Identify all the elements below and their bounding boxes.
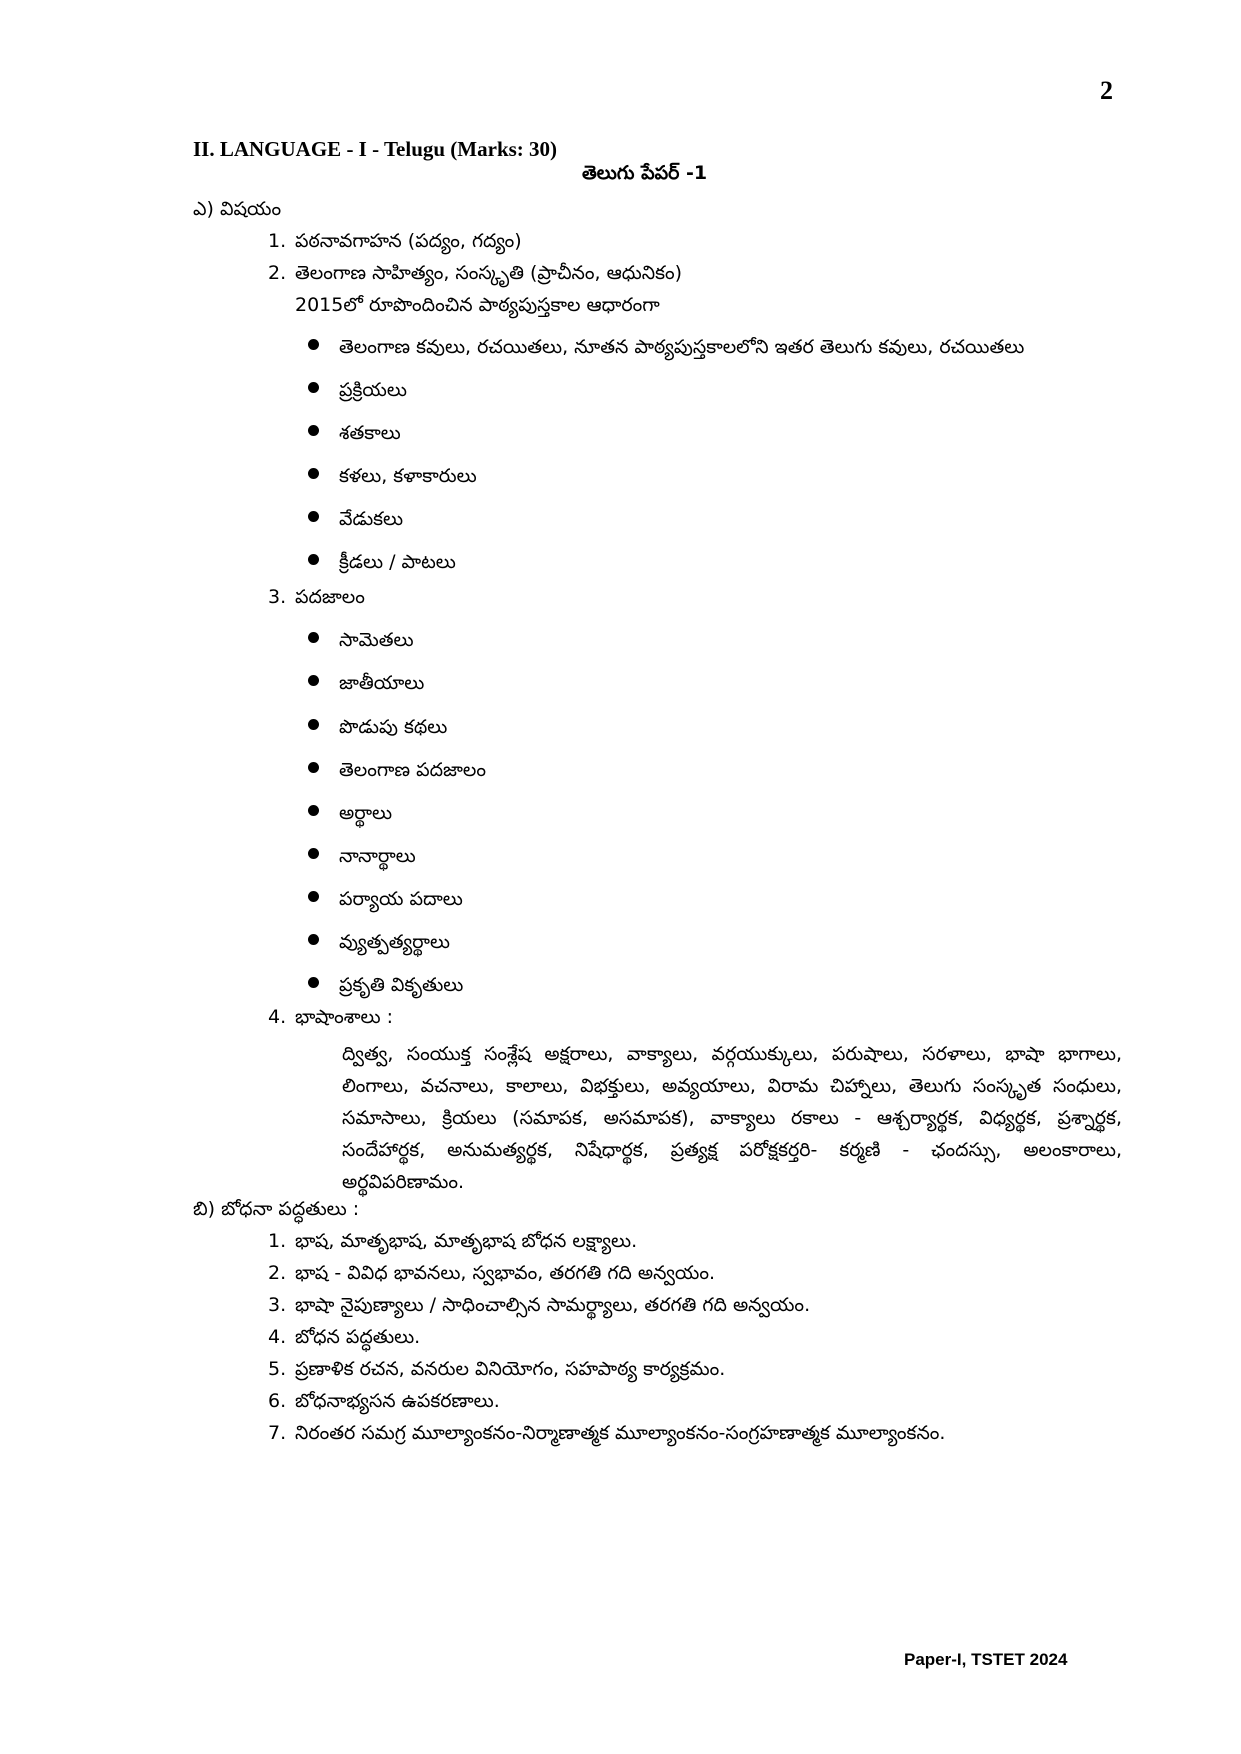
bullet-text: సామెతలు bbox=[339, 629, 414, 651]
bullet-text: ప్రకృతి వికృతులు bbox=[339, 974, 464, 996]
bullet-text: క్రీడలు / పాటలు bbox=[339, 551, 456, 573]
bullet-text: తెలంగాణ కవులు, రచయితలు, నూతన పాఠ్యపుస్తకాలలోని ఇతర తెలుగు కవులు, రచయితలు bbox=[339, 336, 1025, 358]
item-number: 4. bbox=[268, 1326, 287, 1348]
bullet-icon bbox=[308, 675, 319, 686]
part-a-item-1 bbox=[268, 230, 522, 257]
part-a-item-3 bbox=[268, 586, 365, 613]
item-text: నిరంతర సమగ్ర మూల్యాంకనం-నిర్మాణాత్మక మూల్యాంకనం-సంగ్రహణాత్మక మూల్యాంకనం. bbox=[295, 1422, 946, 1444]
bullet-icon bbox=[308, 934, 319, 945]
item-number: 5. bbox=[268, 1358, 287, 1380]
bullet-icon bbox=[308, 719, 319, 730]
item-text: బోధన పద్ధతులు. bbox=[295, 1326, 421, 1348]
item-number: 1. bbox=[268, 1230, 287, 1252]
item-text: తెలంగాణ సాహిత్యం, సంస్కృతి (ప్రాచీనం, ఆధునికం) bbox=[295, 262, 683, 284]
item-text: ప్రణాళిక రచన, వనరుల వినియోగం, సహపాఠ్య కార్యక్రమం. bbox=[295, 1358, 726, 1380]
bullet-text: వ్యుత్పత్యర్థాలు bbox=[339, 931, 450, 953]
item-number: 2. bbox=[268, 262, 287, 284]
bullet-text: జాతీయాలు bbox=[339, 672, 425, 694]
bullet-item bbox=[308, 672, 424, 699]
paper-subtitle: తెలుగు పేపర్ -1 bbox=[582, 162, 708, 184]
bullet-item bbox=[308, 974, 463, 1001]
bullet-icon bbox=[308, 382, 319, 393]
item-number: 7. bbox=[268, 1422, 287, 1444]
bullet-icon bbox=[308, 805, 319, 816]
bullet-icon bbox=[308, 848, 319, 859]
bullet-text: అర్థాలు bbox=[339, 802, 393, 824]
bullet-item bbox=[308, 802, 392, 829]
item-number: 1. bbox=[268, 230, 287, 252]
item-number: 3. bbox=[268, 586, 287, 608]
bullet-item bbox=[308, 422, 401, 449]
bullet-text: శతకాలు bbox=[339, 422, 401, 444]
bullet-item bbox=[308, 845, 416, 872]
page-footer: Paper-I, TSTET 2024 bbox=[904, 1650, 1068, 1669]
bullet-item bbox=[308, 465, 477, 492]
bullet-icon bbox=[308, 554, 319, 565]
bullet-icon bbox=[308, 977, 319, 988]
bullet-item bbox=[308, 336, 1024, 363]
bullet-text: తెలంగాణ పదజాలం bbox=[339, 759, 487, 781]
bullet-text: నానార్థాలు bbox=[339, 845, 416, 867]
bullet-icon bbox=[308, 762, 319, 773]
bullet-item bbox=[308, 888, 463, 915]
bullet-text: వేడుకలు bbox=[339, 508, 404, 530]
part-b-item bbox=[268, 1390, 500, 1417]
part-a-item-2 bbox=[268, 262, 682, 289]
bullet-icon bbox=[308, 468, 319, 479]
item-text: పదజాలం bbox=[295, 586, 365, 608]
bullet-item bbox=[308, 716, 447, 743]
bullet-item bbox=[308, 629, 414, 656]
bullet-text: కళలు, కళాకారులు bbox=[339, 465, 477, 487]
bullet-icon bbox=[308, 511, 319, 522]
part-b-item bbox=[268, 1230, 637, 1257]
part-b-item bbox=[268, 1358, 725, 1385]
item-text: భాషాంశాలు : bbox=[295, 1006, 394, 1028]
item-number: 6. bbox=[268, 1390, 287, 1412]
part-b-item bbox=[268, 1294, 810, 1321]
item-number: 2. bbox=[268, 1262, 287, 1284]
part-a-item-2-subline: 2015లో రూపొందించిన పాఠ్యపుస్తకాల ఆధారంగా bbox=[295, 294, 660, 316]
item-text: బోధనాభ్యసన ఉపకరణాలు. bbox=[295, 1390, 500, 1412]
bullet-item bbox=[308, 508, 403, 535]
item-number: 4. bbox=[268, 1006, 287, 1028]
item-number: 3. bbox=[268, 1294, 287, 1316]
bullet-item bbox=[308, 759, 486, 786]
bullet-item bbox=[308, 551, 456, 578]
item-text: పఠనావగాహన (పద్యం, గద్యం) bbox=[295, 230, 522, 252]
bullet-item bbox=[308, 931, 450, 958]
part-b-item bbox=[268, 1326, 420, 1353]
bullet-icon bbox=[308, 425, 319, 436]
section-heading: II. LANGUAGE - I - Telugu (Marks: 30) bbox=[193, 137, 558, 161]
bullet-icon bbox=[308, 891, 319, 902]
item-text: భాషా నైపుణ్యాలు / సాధించాల్సిన సామర్థ్యాలు, తరగతి గది అన్వయం. bbox=[295, 1294, 811, 1316]
bullet-icon bbox=[308, 339, 319, 350]
bullet-icon bbox=[308, 632, 319, 643]
page-number: 2 bbox=[1100, 76, 1113, 105]
bullet-text: పొడుపు కథలు bbox=[339, 716, 448, 738]
part-a-heading: ఎ) విషయం bbox=[193, 198, 282, 220]
part-b-item bbox=[268, 1422, 945, 1449]
bullet-text: ప్రక్రియలు bbox=[339, 379, 407, 401]
item-text: భాష - వివిధ భావనలు, స్వభావం, తరగతి గది అన్వయం. bbox=[295, 1262, 716, 1284]
item-text: భాష, మాతృభాష, మాతృభాష బోధన లక్ష్యాలు. bbox=[295, 1230, 638, 1252]
part-a-item-4 bbox=[268, 1006, 393, 1033]
part-b-item bbox=[268, 1262, 715, 1289]
bullet-text: పర్యాయ పదాలు bbox=[339, 888, 463, 910]
language-elements-paragraph: ద్విత్వ, సంయుక్త సంశ్లేష అక్షరాలు, వాక్యాలు, వర్గయుక్కులు, పరుషాలు, సరళాలు, భాషా భాగాలు, లింగాలు, వచనాలు, కాలాలు, విభక్తులు, అవ్యయాలు, విరామ చిహ్నాలు, తెలుగు సంస్కృత సంధులు, సమాసాలు, క్రియలు (సమాపక, అసమాపక), వాక్యాలు రకాలు - ఆశ్చర్యార్థక, విధ్యర్థక, ప్రశ్నార్థక, సందేహార్థక, అనుమత్యర్థక, నిషేధార్థక, ప్రత్యక్ష పరోక్షకర్తరి- కర్మణి - ఛందస్సు, అలంకారాలు, అర్థవిపరిణామం. bbox=[342, 1043, 1122, 1193]
bullet-item bbox=[308, 379, 407, 406]
part-b-heading: బి) బోధనా పద్ధతులు : bbox=[193, 1198, 360, 1220]
